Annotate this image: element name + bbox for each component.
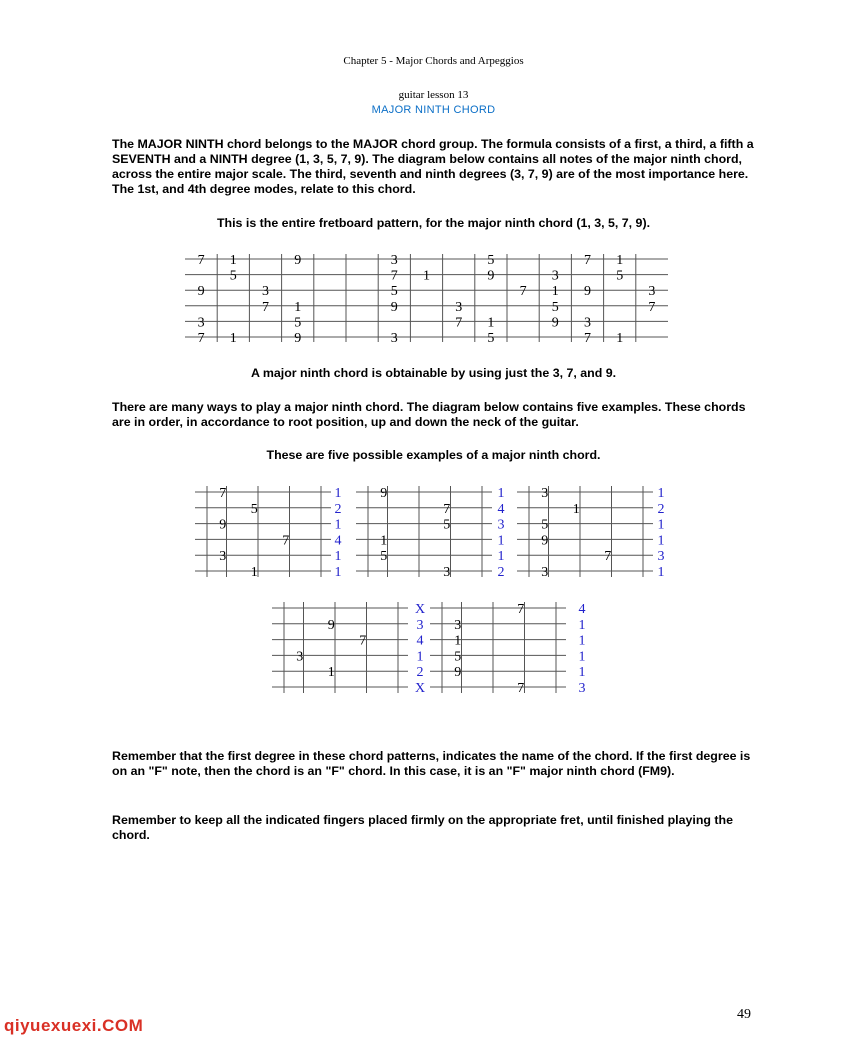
fretboard-note: 5 bbox=[487, 331, 495, 346]
chord-note: 3 bbox=[296, 649, 304, 665]
chord-note: 3 bbox=[541, 565, 549, 580]
fretboard-note: 7 bbox=[262, 299, 269, 315]
fretboard-note: 9 bbox=[584, 284, 591, 300]
fretboard-note: 5 bbox=[390, 284, 398, 300]
finger-number: 3 bbox=[578, 681, 586, 696]
chord-note: 7 bbox=[604, 549, 612, 565]
chord-note: 1 bbox=[454, 633, 462, 649]
fretboard-note: 7 bbox=[197, 253, 205, 268]
chord-note: 3 bbox=[541, 486, 549, 501]
fretboard-note: 3 bbox=[262, 284, 269, 300]
fretboard-note: 5 bbox=[294, 315, 302, 331]
chord-note: 5 bbox=[454, 649, 462, 665]
finger-number: 3 bbox=[416, 617, 424, 633]
chord-note: 9 bbox=[327, 617, 335, 633]
fretboard-note: 1 bbox=[423, 268, 430, 284]
finger-number: 1 bbox=[497, 486, 505, 501]
fretboard-note: 9 bbox=[390, 299, 398, 315]
watermark-logo: qiyuexuexi.COM bbox=[4, 1016, 144, 1035]
fretboard-note: 1 bbox=[229, 253, 237, 268]
finger-number: 2 bbox=[497, 565, 505, 580]
chord-note: 7 bbox=[359, 633, 367, 649]
chord-note: 7 bbox=[219, 486, 227, 501]
chord-note: 9 bbox=[454, 665, 462, 681]
remember-paragraph-1: Remember that the first degree in these chord patterns, indicates the name of the chord. If the first degree is on an "F" note, then the chord is an "F" chord. In this case, it is an "F" major ninth chord (FM9). bbox=[112, 749, 751, 778]
obtainable-caption: A major ninth chord is obtainable by using just the 3, 7, and 9. bbox=[250, 366, 617, 380]
intro-paragraph: The MAJOR NINTH chord belongs to the MAJOR chord group. The formula consists of a first, a third, a fifth a SEVENTH and a NINTH degree (1, 3, 5, 7, 9). The diagram below contains all notes of the major ninth chord, across the entire major scale. The third, seventh and ninth degrees (3, 7, 9) are of the most importance here. The 1st, and 4th degree modes, relate to this chord. bbox=[112, 137, 754, 196]
finger-number: 1 bbox=[578, 649, 586, 665]
ways-paragraph: There are many ways to play a major ninth chord. The diagram below contains five examples. These chords are in order, in accordance to root position, up and down the neck of the guitar. bbox=[112, 400, 746, 429]
chord-note: 5 bbox=[443, 517, 451, 533]
finger-number: 1 bbox=[334, 565, 342, 580]
finger-number: 2 bbox=[657, 501, 665, 517]
finger-number: 1 bbox=[578, 665, 586, 681]
examples-caption: These are five possible examples of a major ninth chord. bbox=[266, 448, 601, 462]
chord-note: 9 bbox=[541, 533, 549, 549]
finger-number: 1 bbox=[497, 533, 505, 549]
chord-note: 7 bbox=[443, 501, 451, 517]
finger-number: 3 bbox=[497, 517, 505, 533]
chord-note: 9 bbox=[380, 486, 388, 501]
fretboard-note: 5 bbox=[616, 268, 624, 284]
chord-note: 1 bbox=[250, 565, 258, 580]
fretboard-note: 3 bbox=[551, 268, 559, 284]
fretboard-note: 3 bbox=[648, 284, 656, 300]
fretboard-note: 7 bbox=[390, 268, 398, 284]
fretboard-note: 5 bbox=[551, 299, 559, 315]
chord-note: 3 bbox=[454, 617, 462, 633]
lesson-title: MAJOR NINTH CHORD bbox=[371, 104, 496, 116]
finger-number: 1 bbox=[657, 565, 665, 580]
chord-note: 1 bbox=[327, 665, 335, 681]
finger-number: 1 bbox=[334, 517, 342, 533]
fretboard-note: 7 bbox=[584, 253, 591, 268]
remember-paragraph-2: Remember to keep all the indicated fingers placed firmly on the appropriate fret, until finished playing the chord. bbox=[112, 813, 734, 842]
finger-number: 1 bbox=[416, 649, 424, 665]
chord-note: 9 bbox=[219, 517, 227, 533]
fretboard-note: 7 bbox=[519, 284, 527, 300]
chord-note: 7 bbox=[282, 533, 290, 549]
chord-note: 1 bbox=[380, 533, 388, 549]
lesson-subtitle: guitar lesson 13 bbox=[398, 89, 469, 101]
fretboard-note: 1 bbox=[616, 331, 624, 346]
fretboard-note: 7 bbox=[197, 331, 205, 346]
fretboard-note: 7 bbox=[584, 331, 591, 346]
finger-number: 1 bbox=[334, 486, 342, 501]
fretboard-note: 9 bbox=[294, 253, 302, 268]
fretboard-note: 1 bbox=[616, 253, 624, 268]
finger-number: 2 bbox=[416, 665, 424, 681]
chord-note: 1 bbox=[572, 501, 580, 517]
fretboard-note: 1 bbox=[294, 299, 302, 315]
fretboard-note: 9 bbox=[551, 315, 559, 331]
chord-note: 7 bbox=[517, 681, 525, 696]
chord-note: 3 bbox=[219, 549, 227, 565]
fretboard-note: 7 bbox=[455, 315, 463, 331]
chapter-header: Chapter 5 - Major Chords and Arpeggios bbox=[343, 55, 524, 67]
finger-number: 1 bbox=[578, 633, 586, 649]
page-number: 49 bbox=[737, 1007, 751, 1022]
fretboard-note: 3 bbox=[390, 331, 398, 346]
fretboard-note: 5 bbox=[229, 268, 237, 284]
fretboard-note: 9 bbox=[294, 331, 302, 346]
fretboard-note: 7 bbox=[648, 299, 656, 315]
finger-number: 2 bbox=[334, 501, 342, 517]
fretboard-note: 1 bbox=[487, 315, 495, 331]
chord-note: 7 bbox=[517, 602, 525, 617]
fretboard-caption: This is the entire fretboard pattern, for the major ninth chord (1, 3, 5, 7, 9). bbox=[216, 216, 651, 230]
finger-number: 1 bbox=[657, 517, 665, 533]
chord-note: 5 bbox=[541, 517, 549, 533]
finger-number: 1 bbox=[497, 549, 505, 565]
chord-note: 5 bbox=[250, 501, 258, 517]
finger-number: 4 bbox=[578, 602, 586, 617]
finger-number: 1 bbox=[657, 533, 665, 549]
finger-number: 1 bbox=[334, 549, 342, 565]
finger-number: X bbox=[414, 602, 426, 617]
fretboard-note: 3 bbox=[197, 315, 205, 331]
fretboard-note: 1 bbox=[551, 284, 559, 300]
fretboard-note: 3 bbox=[455, 299, 463, 315]
finger-number: 1 bbox=[657, 486, 665, 501]
finger-number: 3 bbox=[657, 549, 665, 565]
finger-number: 1 bbox=[578, 617, 586, 633]
finger-number: 4 bbox=[334, 533, 342, 549]
finger-number: 4 bbox=[416, 633, 424, 649]
finger-number: X bbox=[414, 681, 426, 696]
fretboard-note: 5 bbox=[487, 253, 495, 268]
fretboard-note: 3 bbox=[584, 315, 591, 331]
finger-number: 4 bbox=[497, 501, 505, 517]
chord-note: 5 bbox=[380, 549, 388, 565]
fretboard-note: 1 bbox=[229, 331, 237, 346]
fretboard-note: 9 bbox=[487, 268, 495, 284]
fretboard-note: 9 bbox=[197, 284, 205, 300]
fretboard-note: 3 bbox=[390, 253, 398, 268]
chord-note: 3 bbox=[443, 565, 451, 580]
